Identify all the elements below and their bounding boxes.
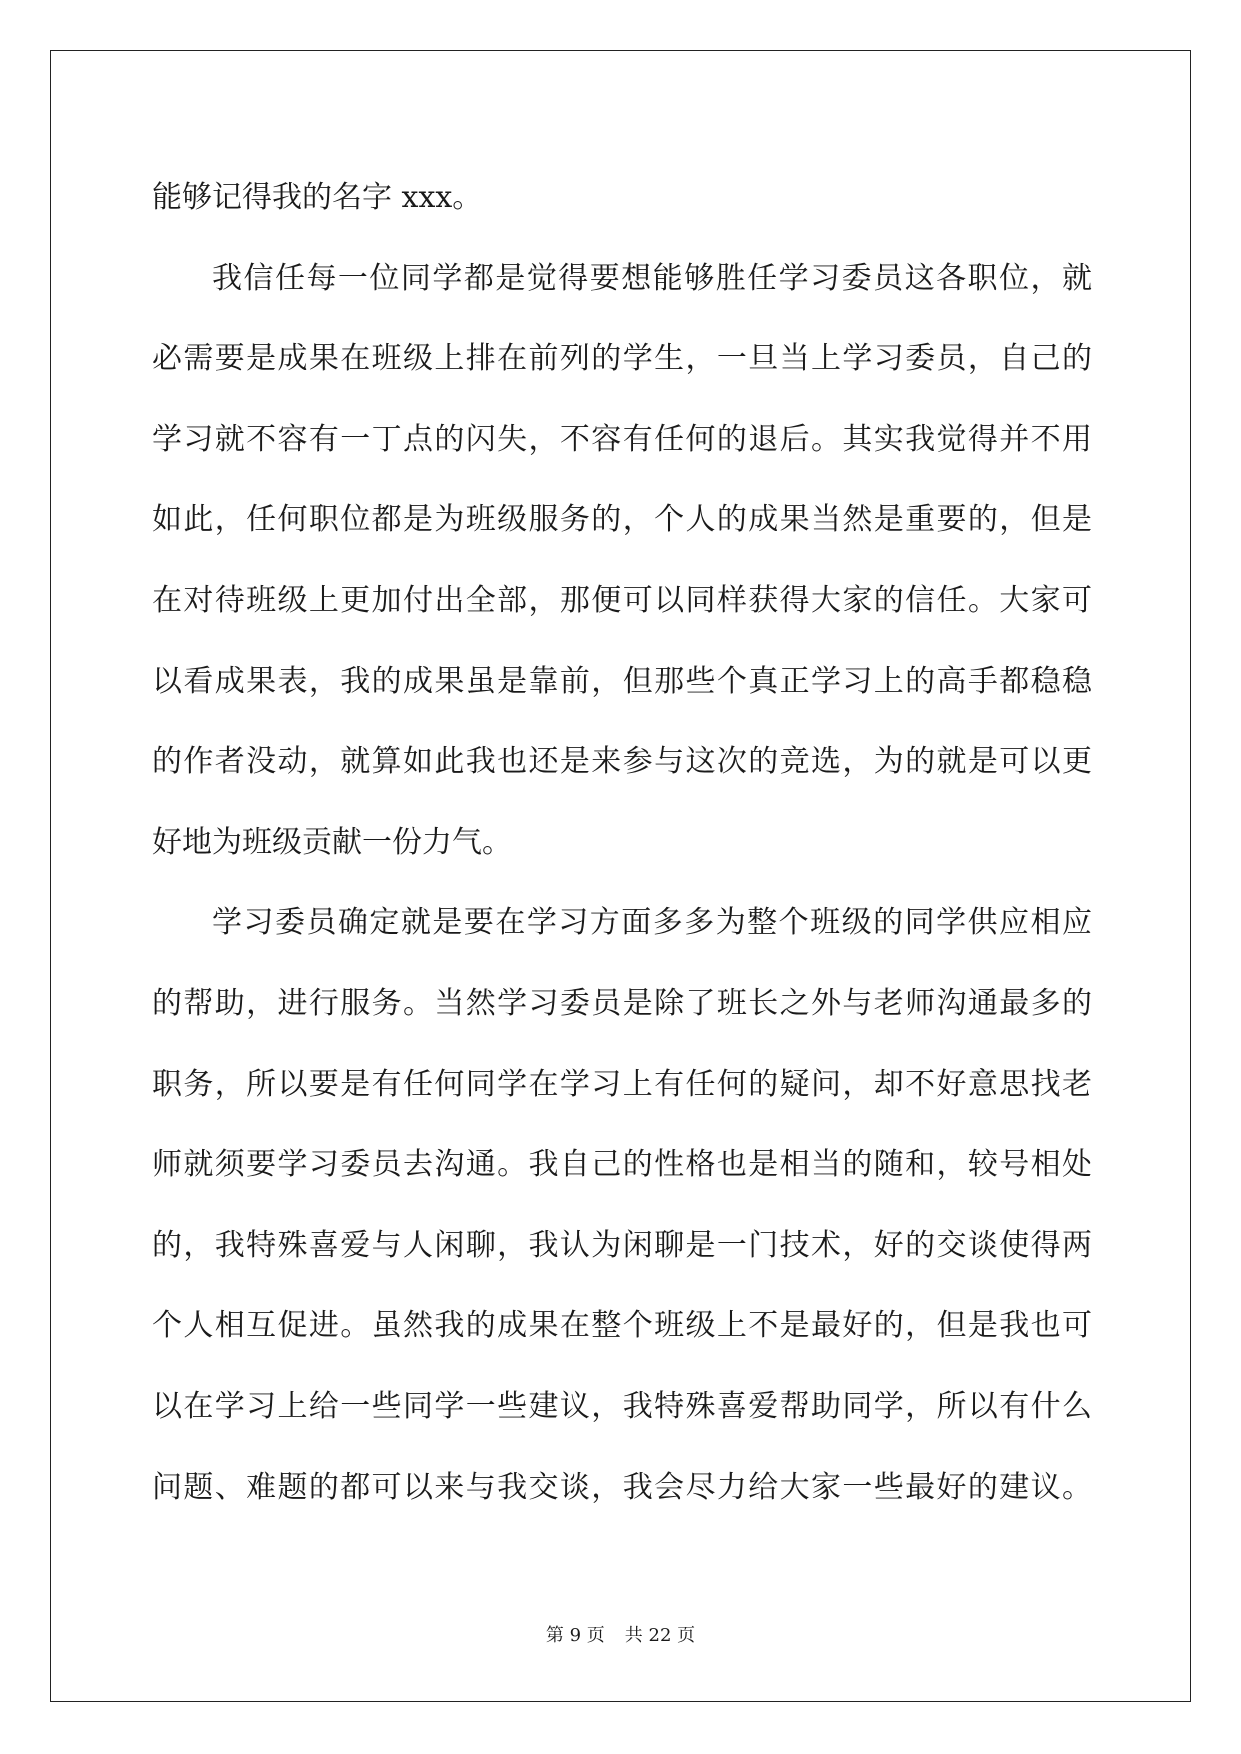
text-line: 以看成果表，我的成果虽是靠前，但那些个真正学习上的高手都稳稳 (152, 663, 1092, 699)
text-line: 的作者没动，就算如此我也还是来参与这次的竞选，为的就是可以更 (152, 744, 1092, 780)
text-line: 如此，任何职位都是为班级服务的，个人的成果当然是重要的，但是 (152, 502, 1092, 538)
text-line: 学习委员确定就是要在学习方面多多为整个班级的同学供应相应 (212, 905, 1092, 941)
text-line: 在对待班级上更加付出全部，那便可以同样获得大家的信任。大家可 (152, 582, 1092, 618)
text-line: 必需要是成果在班级上排在前列的学生，一旦当上学习委员，自己的 (152, 341, 1092, 377)
text-line: 好地为班级贡献一份力气。 (152, 824, 512, 860)
document-body (152, 158, 1092, 1528)
text-line: 能够记得我的名字 xxx。 (152, 180, 483, 215)
text-line: 个人相互促进。虽然我的成果在整个班级上不是最好的，但是我也可 (152, 1308, 1092, 1344)
text-line: 我信任每一位同学都是觉得要想能够胜任学习委员这各职位，就 (212, 260, 1092, 296)
text-line: 的，我特殊喜爱与人闲聊，我认为闲聊是一门技术，好的交谈使得两 (152, 1227, 1092, 1263)
text-line: 师就须要学习委员去沟通。我自己的性格也是相当的随和，较号相处 (152, 1147, 1092, 1183)
page-footer (0, 1625, 1241, 1647)
text-line: 的帮助，进行服务。当然学习委员是除了班长之外与老师沟通最多的 (152, 985, 1092, 1021)
text-line: 职务，所以要是有任何同学在学习上有任何的疑问，却不好意思找老 (152, 1066, 1092, 1102)
current-page-number: 第 9 页 (545, 1625, 605, 1646)
text-line: 学习就不容有一丁点的闪失，不容有任何的退后。其实我觉得并不用 (152, 421, 1092, 457)
text-line: 以在学习上给一些同学一些建议，我特殊喜爱帮助同学，所以有什么 (152, 1388, 1092, 1424)
text-line: 问题、难题的都可以来与我交谈，我会尽力给大家一些最好的建议。 (152, 1469, 1092, 1505)
total-page-count: 共 22 页 (624, 1625, 696, 1646)
